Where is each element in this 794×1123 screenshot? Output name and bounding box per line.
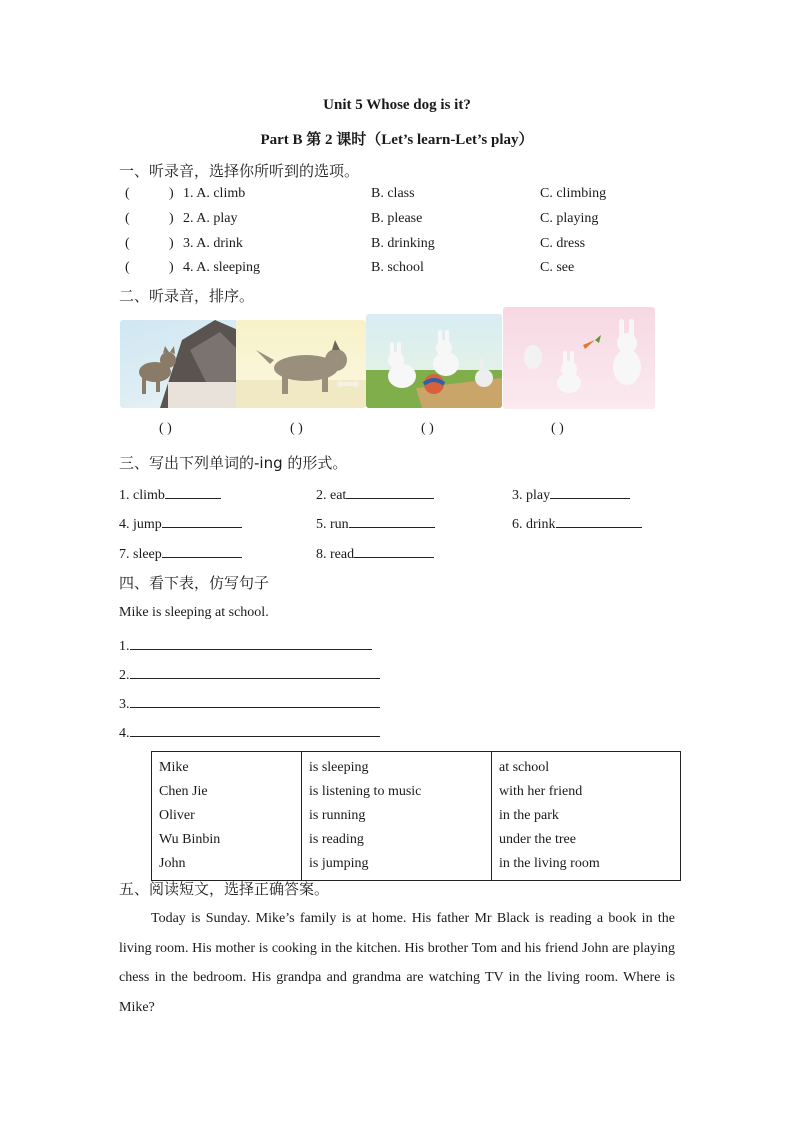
ing-row-1 [119,484,679,504]
answer-paren-close: ) [169,260,174,275]
answer-line[interactable] [130,722,380,737]
ing-row-2 [119,513,679,533]
option-c: C. see [540,260,575,275]
order-blank-4[interactable]: ( ) [551,421,564,436]
dog-eating-illustration [236,320,366,408]
ing-item-read: 8. read [316,543,434,563]
ing-item-climb: 1. climb [119,484,221,504]
answer-line[interactable] [354,543,434,558]
reading-passage: Today is Sunday. Mike’s family is at home. His father Mr Black is reading a book in the living room. His mother is cooking in the kitchen. His brother Tom and his friend John are playing chess in the bedroom. His grandpa and grandma are watching TV in the living room. Where is Mike? [119,911,675,1015]
action-column: is sleeping is listening to music is running is reading is jumping [302,752,492,881]
order-blank-1[interactable]: ( ) [159,421,172,436]
write-line-1: 1. [119,635,372,655]
section5-heading: 五、阅读短文，选择正确答案。 [119,880,330,898]
ing-row-3 [119,543,679,563]
answer-paren-open: ( [125,260,130,275]
part-title: Part B 第 2 课时（Let’s learn-Let’s play） [260,132,534,148]
ing-item-run: 5. run [316,513,435,533]
answer-line[interactable] [556,513,642,528]
answer-paren-open: ( [125,236,130,251]
answer-paren-close: ) [169,236,174,251]
section3-heading: 三、写出下列单词的-ing 的形式。 [119,454,348,472]
section1-item-3 [119,236,679,256]
place-column: at school with her friend in the park under the tree in the living room [492,752,681,881]
write-line-4: 4. [119,722,380,742]
picture-dog-bone [236,320,366,408]
unit-title: Unit 5 Whose dog is it? [323,97,471,113]
section2-heading: 二、听录音，排序。 [119,287,255,305]
option-a: 3. A. drink [183,236,243,251]
picture-rabbits-ball [366,314,502,408]
option-a: 1. A. climb [183,186,246,201]
option-c: C. dress [540,236,586,251]
answer-paren-close: ) [169,211,174,226]
option-b: B. school [371,260,424,275]
reference-table [151,751,681,881]
answer-paren-open: ( [125,186,130,201]
option-b: B. drinking [371,236,435,251]
option-c: C. climbing [540,186,607,201]
answer-line[interactable] [130,635,372,650]
order-blank-3[interactable]: ( ) [421,421,434,436]
section1-item-4 [119,260,679,280]
answer-line[interactable] [346,484,434,499]
answer-line[interactable] [130,693,380,708]
answer-paren-open: ( [125,211,130,226]
picture-rabbit-jumping [503,307,655,409]
section4-heading: 四、看下表，仿写句子 [119,574,270,592]
answer-line[interactable] [550,484,630,499]
section1-item-1 [119,186,679,206]
example-sentence: Mike is sleeping at school. [119,605,269,620]
order-blank-2[interactable]: ( ) [290,421,303,436]
name-column: Mike Chen Jie Oliver Wu Binbin John [152,752,302,881]
option-c: C. playing [540,211,599,226]
write-line-3: 3. [119,693,380,713]
write-line-2: 2. [119,664,380,684]
ing-item-jump: 4. jump [119,513,242,533]
rabbits-playing-illustration [366,314,502,408]
answer-paren-close: ) [169,186,174,201]
option-b: B. please [371,211,423,226]
ing-item-drink: 6. drink [512,513,642,533]
answer-line[interactable] [162,513,242,528]
answer-line[interactable] [162,543,242,558]
rabbit-jumping-illustration [503,307,655,409]
answer-line[interactable] [349,513,435,528]
picture-cat-climbing [120,320,238,408]
option-a: 2. A. play [183,211,238,226]
cat-climbing-illustration [120,320,238,408]
ing-item-play: 3. play [512,484,630,504]
option-a: 4. A. sleeping [183,260,260,275]
answer-line[interactable] [130,664,380,679]
ing-item-eat: 2. eat [316,484,434,504]
answer-line[interactable] [165,484,221,499]
table-row [152,752,681,881]
ing-item-sleep: 7. sleep [119,543,242,563]
section1-item-2 [119,211,679,231]
option-b: B. class [371,186,415,201]
section1-heading: 一、听录音，选择你所听到的选项。 [119,162,360,180]
